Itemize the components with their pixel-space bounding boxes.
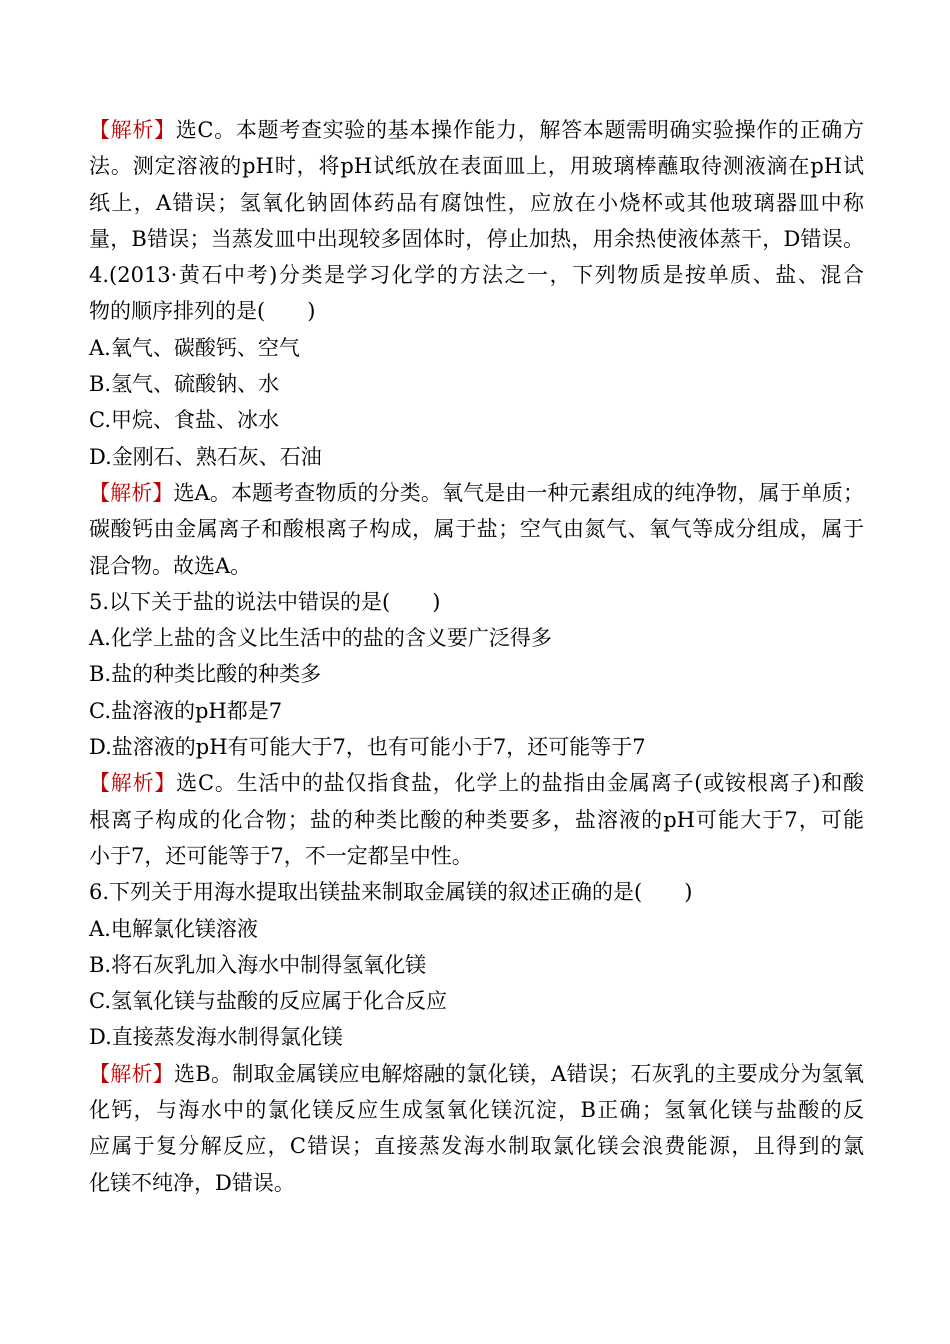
- document-page: [89, 112, 864, 1201]
- question-6: [89, 874, 864, 1201]
- option-a: A.化学上盐的含义比生活中的盐的含义要广泛得多: [89, 626, 552, 651]
- text-line: 【解析】选C。本题考查实验的基本操作能力，解答本题需明确实验操作的正确方: [89, 118, 864, 142]
- question-5: [89, 584, 864, 874]
- option-d: D.盐溶液的pH有可能大于7，也有可能小于7，还可能等于7: [89, 735, 646, 760]
- option-a: A.电解氯化镁溶液: [89, 916, 258, 941]
- question-4: [89, 257, 864, 584]
- option-b: B.盐的种类比酸的种类多: [89, 662, 322, 687]
- text-line: 【解析】选A。本题考查物质的分类。氧气是由一种元素组成的纯净物，属于单质；: [89, 480, 865, 505]
- option-c: C.氢氧化镁与盐酸的反应属于化合反应: [89, 989, 447, 1014]
- option-a: A.氧气、碳酸钙、空气: [89, 335, 300, 360]
- analysis-label: 【解析】: [89, 480, 174, 505]
- analysis-label: 【解析】: [89, 1061, 175, 1086]
- option-b: B.氢气、硫酸钠、水: [89, 372, 280, 397]
- text-line: 碳酸钙由金属离子和酸根离子构成，属于盐；空气由氮气、氧气等成分组成，属于: [89, 517, 864, 542]
- option-b: B.将石灰乳加入海水中制得氢氧化镁: [89, 952, 427, 977]
- analysis-q3: [89, 112, 864, 257]
- text-line: 纸上，A错误；氢氧化钠固体药品有腐蚀性，应放在小烧杯或其他玻璃器皿中称: [89, 190, 864, 215]
- option-c: C.盐溶液的pH都是7: [89, 698, 283, 723]
- text-line: 化镁不纯净，D错误。: [89, 1170, 295, 1195]
- text-line: 法。测定溶液的pH时，将pH试纸放在表面皿上，用玻璃棒蘸取待测液滴在pH试: [89, 154, 864, 179]
- text-line: 化钙，与海水中的氯化镁反应生成氢氧化镁沉淀，B正确；氢氧化镁与盐酸的反: [89, 1098, 864, 1123]
- option-d: D.直接蒸发海水制得氯化镁: [89, 1025, 343, 1050]
- text-line: 应属于复分解反应，C错误；直接蒸发海水制取氯化镁会浪费能源，且得到的氯: [89, 1134, 864, 1159]
- text-line: 量，B错误；当蒸发皿中出现较多固体时，停止加热，用余热使液体蒸干，D错误。: [89, 226, 864, 251]
- text-line: 根离子构成的化合物；盐的种类比酸的种类要多，盐溶液的pH可能大于7，可能: [89, 807, 864, 832]
- question-stem: 5.以下关于盐的说法中错误的是( ): [89, 589, 441, 614]
- question-stem: 4.(2013·黄石中考)分类是学习化学的方法之一，下列物质是按单质、盐、混合: [89, 263, 864, 288]
- option-c: C.甲烷、食盐、冰水: [89, 408, 279, 433]
- analysis-label: 【解析】: [89, 118, 176, 142]
- text-line: 小于7，还可能等于7，不一定都呈中性。: [89, 843, 473, 868]
- text-line: 【解析】选C。生活中的盐仅指食盐，化学上的盐指由金属离子(或铵根离子)和酸: [89, 771, 864, 796]
- option-d: D.金刚石、熟石灰、石油: [89, 444, 322, 469]
- analysis-label: 【解析】: [89, 771, 177, 796]
- question-stem: 物的顺序排列的是( ): [89, 299, 316, 324]
- question-stem: 6.下列关于用海水提取出镁盐来制取金属镁的叙述正确的是( ): [89, 880, 693, 905]
- text-line: 【解析】选B。制取金属镁应电解熔融的氯化镁，A错误；石灰乳的主要成分为氢氧: [89, 1061, 864, 1086]
- text-line: 混合物。故选A。: [89, 553, 252, 578]
